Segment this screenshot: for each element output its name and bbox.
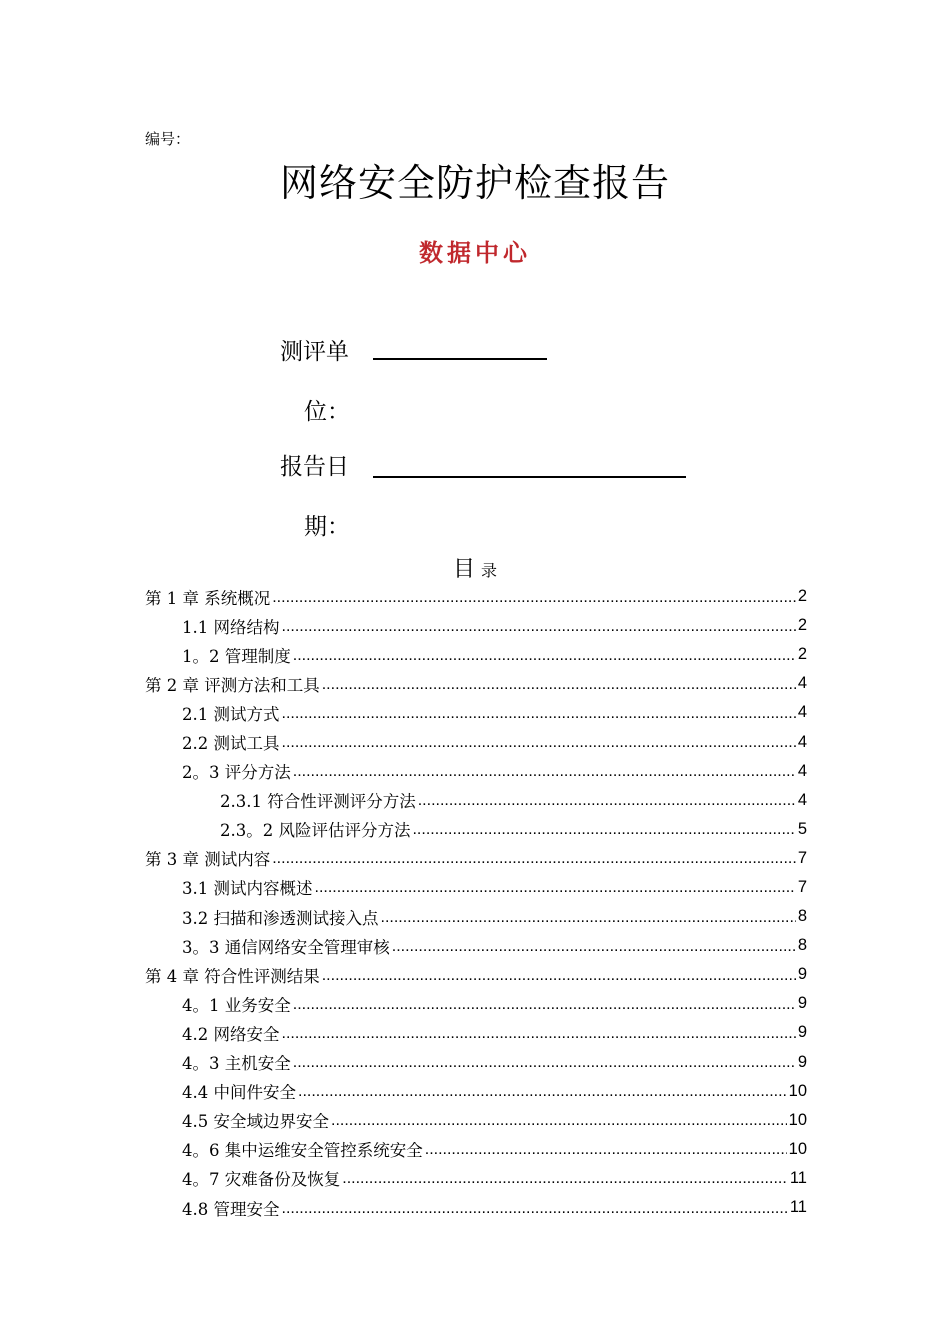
toc-heading-rest: 录 xyxy=(481,561,498,580)
toc-entry-title: 4.8 管理安全 xyxy=(182,1199,280,1219)
toc-entry-page: 10 xyxy=(788,1139,807,1158)
toc-entry-page: 4 xyxy=(797,761,807,780)
toc-entry[interactable] xyxy=(145,902,807,931)
toc-entry[interactable] xyxy=(145,582,807,611)
document-title: 网络安全防护检查报告 xyxy=(279,161,670,205)
toc-dot-leader xyxy=(381,909,796,927)
toc-entry-page: 11 xyxy=(789,1168,807,1187)
toc-entry[interactable] xyxy=(145,1106,807,1135)
toc-entry[interactable] xyxy=(145,873,807,902)
toc-entry-title: 2.2 测试工具 xyxy=(182,734,280,754)
toc-entry-title: 2.3。2 风险评估评分方法 xyxy=(220,821,411,841)
unit-field-label: 测评单 xyxy=(280,339,349,365)
toc-entry[interactable] xyxy=(145,669,807,698)
toc-dot-leader xyxy=(282,1025,796,1043)
toc-entry-page: 4 xyxy=(797,790,807,809)
table-of-contents xyxy=(145,582,807,1222)
toc-entry-title: 4.2 网络安全 xyxy=(182,1024,280,1044)
toc-dot-leader xyxy=(418,792,796,810)
toc-entry-title: 4。7 灾难备份及恢复 xyxy=(182,1170,341,1190)
toc-entry[interactable] xyxy=(145,727,807,756)
toc-dot-leader xyxy=(293,763,796,781)
toc-entry-page: 10 xyxy=(788,1081,807,1100)
unit-field-label-cont: 位： xyxy=(304,399,350,425)
toc-entry-page: 5 xyxy=(797,819,807,838)
toc-entry-page: 7 xyxy=(797,877,807,896)
serial-number-label: 编号： xyxy=(145,130,191,148)
toc-entry-title: 第 3 章 测试内容 xyxy=(145,850,271,870)
toc-entry[interactable] xyxy=(145,757,807,786)
toc-heading-main: 目 xyxy=(452,557,475,582)
toc-entry-page: 4 xyxy=(797,703,807,722)
toc-dot-leader xyxy=(272,850,796,868)
toc-entry-page: 8 xyxy=(797,907,807,926)
toc-entry[interactable] xyxy=(145,1048,807,1077)
toc-entry[interactable] xyxy=(145,844,807,873)
toc-entry-title: 第 2 章 评测方法和工具 xyxy=(145,675,320,695)
toc-dot-leader xyxy=(282,1200,788,1218)
toc-entry-title: 1.1 网络结构 xyxy=(182,617,280,637)
unit-field-line xyxy=(373,358,547,360)
toc-entry[interactable] xyxy=(145,1193,807,1222)
toc-entry-page: 8 xyxy=(797,936,807,955)
toc-entry-title: 4。3 主机安全 xyxy=(182,1054,291,1074)
toc-dot-leader xyxy=(322,676,796,694)
toc-dot-leader xyxy=(392,938,796,956)
toc-entry-title: 2。3 评分方法 xyxy=(182,763,291,783)
toc-entry-page: 2 xyxy=(797,616,807,635)
toc-entry-title: 2.1 测试方式 xyxy=(182,704,280,724)
toc-entry-page: 9 xyxy=(797,994,807,1013)
toc-entry-title: 2.3.1 符合性评测评分方法 xyxy=(220,792,416,812)
toc-entry-page: 10 xyxy=(788,1110,807,1129)
toc-entry-title: 4.4 中间件安全 xyxy=(182,1083,296,1103)
toc-dot-leader xyxy=(298,1083,787,1101)
toc-entry-page: 11 xyxy=(789,1198,807,1217)
toc-entry-title: 3.1 测试内容概述 xyxy=(182,879,313,899)
toc-dot-leader xyxy=(293,996,796,1014)
toc-entry-page: 4 xyxy=(797,732,807,751)
toc-entry-title: 第 4 章 符合性评测结果 xyxy=(145,966,320,986)
toc-entry[interactable] xyxy=(145,989,807,1018)
toc-entry-title: 3.2 扫描和渗透测试接入点 xyxy=(182,908,379,928)
toc-entry-page: 7 xyxy=(797,848,807,867)
toc-dot-leader xyxy=(315,879,796,897)
date-field-line xyxy=(373,476,686,478)
toc-entry[interactable] xyxy=(145,931,807,960)
toc-dot-leader xyxy=(282,705,796,723)
toc-entry[interactable] xyxy=(145,960,807,989)
toc-entry[interactable] xyxy=(145,1018,807,1047)
toc-entry-page: 2 xyxy=(797,645,807,664)
toc-dot-leader xyxy=(282,734,796,752)
toc-entry[interactable] xyxy=(145,611,807,640)
date-field-label: 报告日 xyxy=(280,454,349,480)
toc-dot-leader xyxy=(412,821,795,839)
toc-heading xyxy=(0,552,950,583)
toc-entry-page: 9 xyxy=(797,965,807,984)
toc-entry-page: 4 xyxy=(797,674,807,693)
toc-entry[interactable] xyxy=(145,1135,807,1164)
toc-entry-title: 4.5 安全域边界安全 xyxy=(182,1112,329,1132)
toc-dot-leader xyxy=(425,1141,787,1159)
toc-entry[interactable] xyxy=(145,1164,807,1193)
date-field-label-cont: 期： xyxy=(304,514,350,540)
toc-dot-leader xyxy=(293,1054,796,1072)
toc-dot-leader xyxy=(272,589,796,607)
document-subtitle: 数据中心 xyxy=(419,239,531,267)
toc-dot-leader xyxy=(322,967,796,985)
toc-dot-leader xyxy=(282,618,796,636)
toc-entry-title: 3。3 通信网络安全管理审核 xyxy=(182,937,390,957)
toc-entry[interactable] xyxy=(145,815,807,844)
toc-entry-title: 第 1 章 系统概况 xyxy=(145,588,271,608)
toc-entry[interactable] xyxy=(145,1077,807,1106)
toc-entry-title: 4。6 集中运维安全管控系统安全 xyxy=(182,1141,423,1161)
toc-entry-title: 1。2 管理制度 xyxy=(182,646,291,666)
toc-entry[interactable] xyxy=(145,698,807,727)
toc-dot-leader xyxy=(342,1170,788,1188)
toc-entry-page: 9 xyxy=(797,1052,807,1071)
toc-entry[interactable] xyxy=(145,786,807,815)
toc-entry[interactable] xyxy=(145,640,807,669)
toc-dot-leader xyxy=(331,1112,787,1130)
toc-entry-title: 4。1 业务安全 xyxy=(182,995,291,1015)
toc-entry-page: 2 xyxy=(797,587,807,606)
toc-entry-page: 9 xyxy=(797,1023,807,1042)
toc-dot-leader xyxy=(293,647,796,665)
